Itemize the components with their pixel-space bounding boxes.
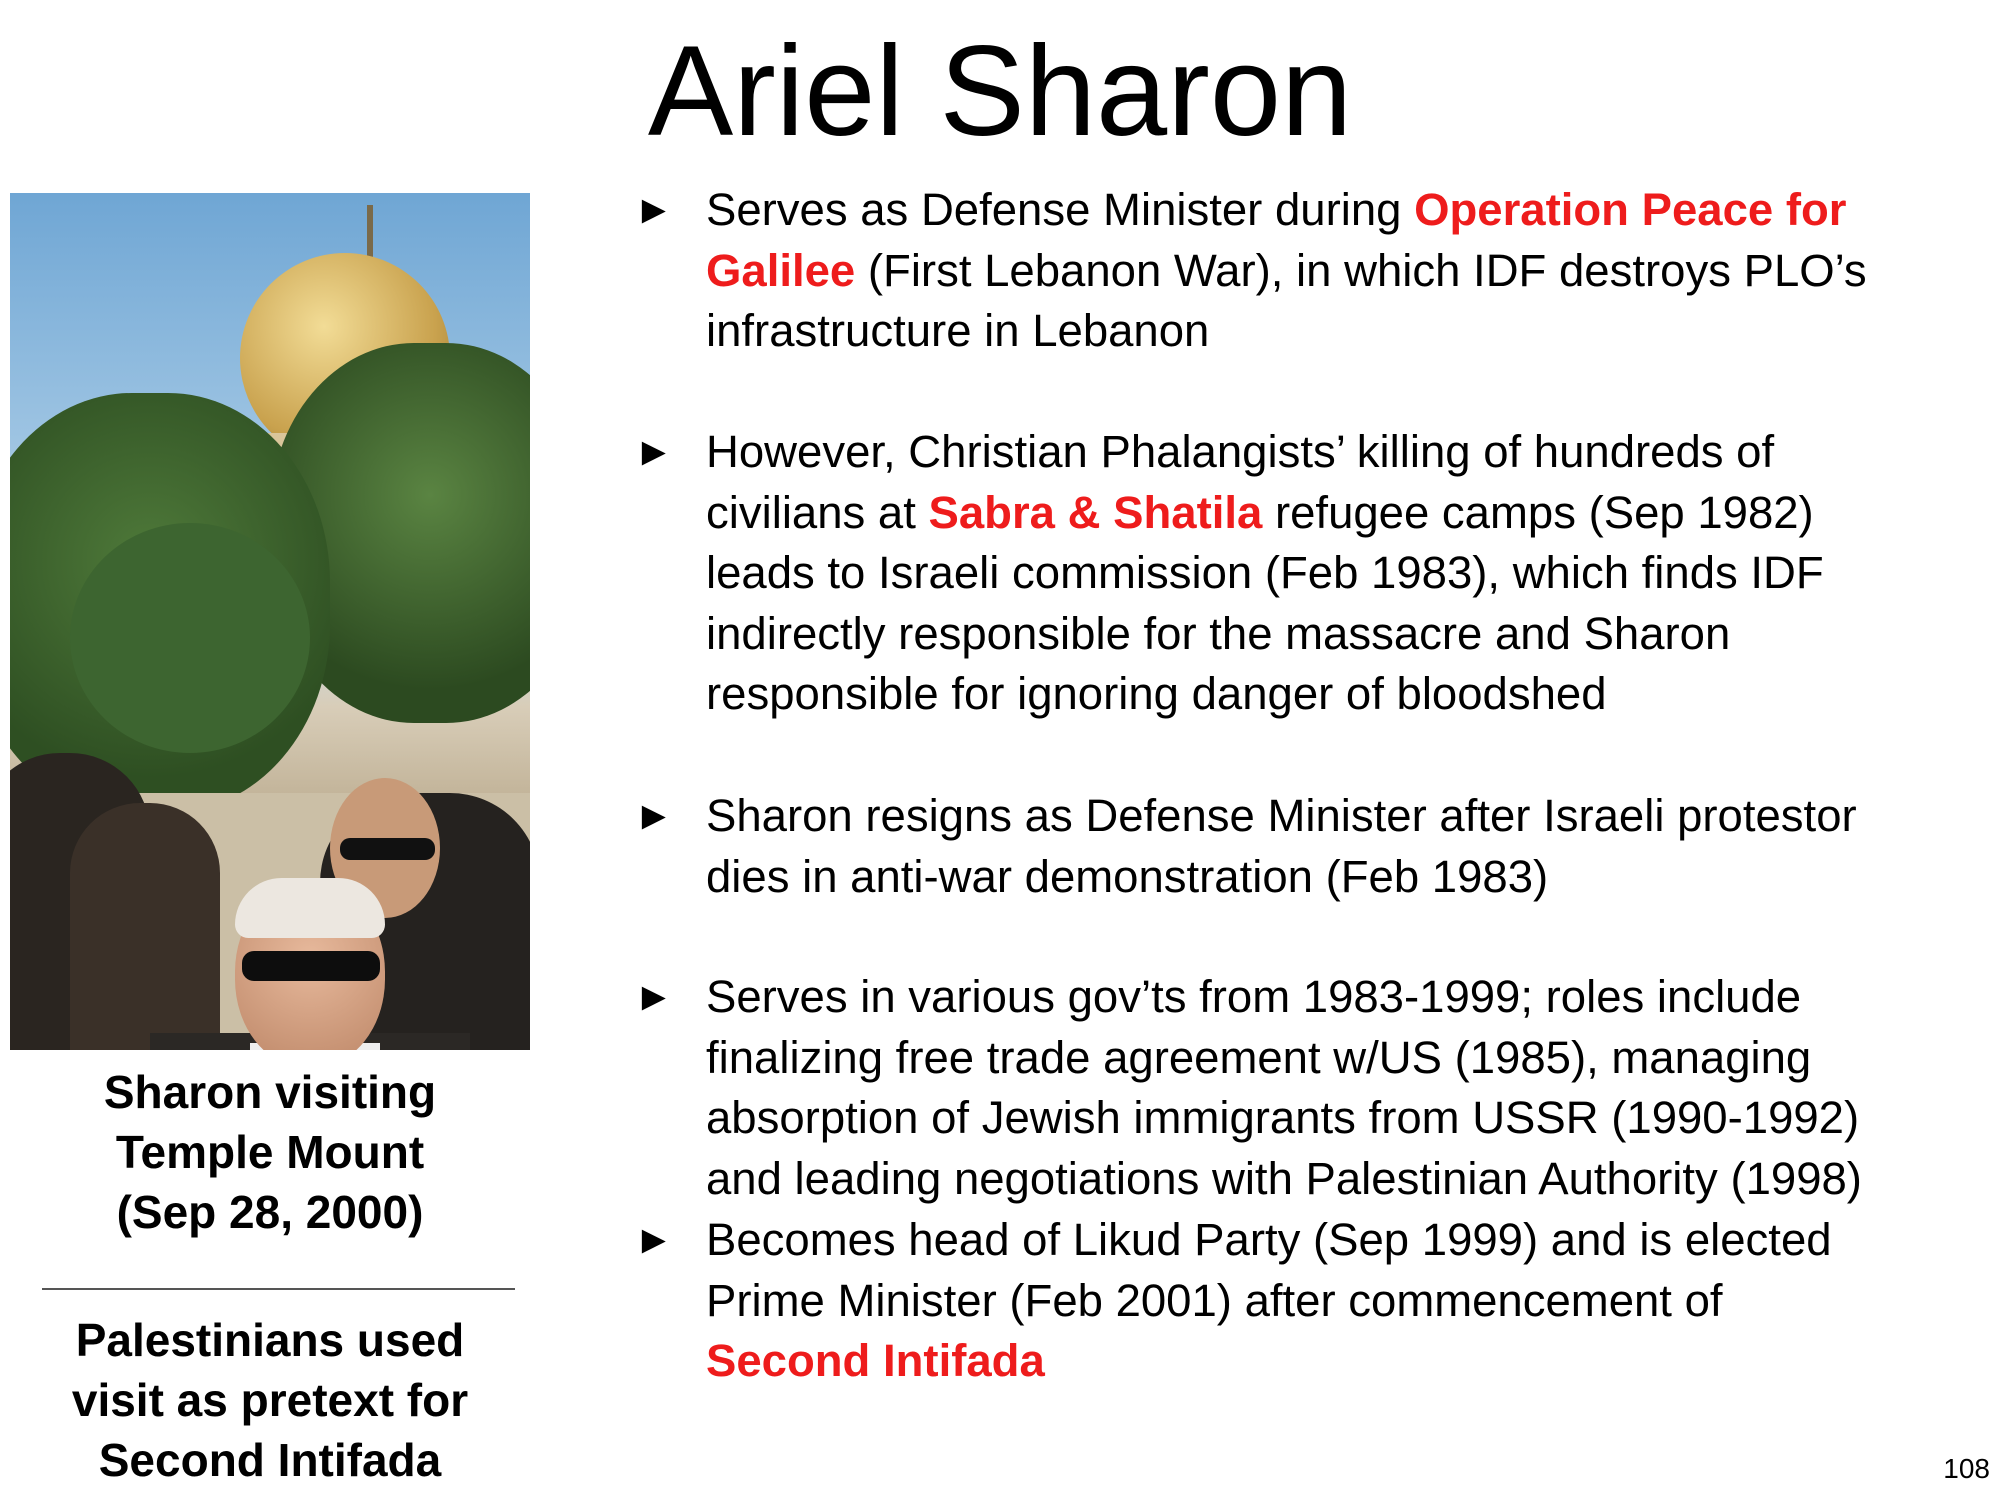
bullet-line	[706, 786, 1994, 847]
photo-note-line: Second Intifada	[98, 1434, 442, 1486]
bullet-text: absorption of Jewish immigrants from USSR (1990-1992)	[706, 1092, 1860, 1143]
bullet-text: responsible for ignoring danger of bloodshed	[706, 668, 1607, 719]
bullet-item	[634, 422, 1994, 725]
bullet-line	[706, 604, 1994, 665]
bullet-line	[706, 1271, 1994, 1332]
bullet-text: Sharon resigns as Defense Minister after Israeli protestor	[706, 790, 1857, 841]
highlighted-term: Second Intifada	[706, 1335, 1045, 1386]
bullet-arrow-icon: ►	[634, 975, 674, 1019]
bullet-line	[706, 1210, 1994, 1271]
tree	[70, 523, 310, 753]
bullet-text: and leading negotiations with Palestinian Authority (1998)	[706, 1152, 1862, 1204]
bullet-text: Serves in various gov’ts from 1983-1999; roles include	[706, 971, 1802, 1022]
bullet-text: (First Lebanon War), in which IDF destroys PLO’s	[855, 244, 1867, 296]
photo-note-line: Palestinians used	[75, 1314, 465, 1366]
photo-caption-line: (Sep 28, 2000)	[116, 1186, 424, 1238]
bullet-text: Serves as Defense Minister during	[706, 184, 1415, 235]
bullet-line	[706, 664, 1994, 725]
bullet-text: finalizing free trade agreement w/US (1985), managing	[706, 1031, 1812, 1083]
bullet-line	[706, 1088, 1994, 1149]
bullet-item	[634, 1210, 1994, 1392]
bullet-text: dies in anti-war demonstration (Feb 1983)	[706, 850, 1549, 902]
bullet-arrow-icon: ►	[634, 430, 674, 474]
bullet-item	[634, 180, 1994, 362]
photo-caption-line: Temple Mount	[115, 1126, 425, 1178]
bullet-arrow-icon: ►	[634, 1218, 674, 1262]
bullet-item	[634, 786, 1994, 907]
bullet-text: refugee camps (Sep 1982)	[1262, 486, 1814, 538]
page-number: 108	[1943, 1453, 1990, 1484]
bullet-line	[706, 180, 1994, 241]
bullet-line	[706, 967, 1994, 1028]
bullet-line	[706, 543, 1994, 604]
bullet-line	[706, 1331, 1994, 1392]
bullet-line	[706, 1028, 1994, 1089]
photo-caption-line: Sharon visiting	[103, 1066, 437, 1118]
bullet-line	[706, 241, 1994, 302]
bullet-text: leads to Israeli commission (Feb 1983), which finds IDF	[706, 547, 1824, 598]
sharon-hair	[235, 878, 385, 938]
bullet-text: Prime Minister (Feb 2001) after commencement of	[706, 1274, 1723, 1326]
bullet-line	[706, 301, 1994, 362]
sharon-sunglasses	[242, 951, 380, 981]
caption-divider	[42, 1288, 515, 1290]
bullet-line	[706, 1149, 1994, 1210]
highlighted-term: Galilee	[706, 244, 856, 296]
bullet-text: infrastructure in Lebanon	[706, 305, 1210, 356]
bullet-arrow-icon: ►	[634, 188, 674, 232]
bodyguard-sunglasses	[340, 838, 435, 860]
highlighted-term: Sabra & Shatila	[928, 486, 1263, 538]
bullet-line	[706, 422, 1994, 483]
bullet-text: civilians at	[706, 486, 929, 538]
photo-note	[20, 1310, 520, 1490]
bullet-line	[706, 847, 1994, 908]
crowd-person	[70, 803, 220, 1050]
dome-finial	[367, 205, 373, 257]
bullet-item	[634, 967, 1994, 1209]
photo-caption	[30, 1062, 510, 1242]
bullet-text: Becomes head of Likud Party (Sep 1999) and is elected	[706, 1214, 1832, 1265]
bullet-line	[706, 483, 1994, 544]
bullet-text: indirectly responsible for the massacre and Sharon	[706, 607, 1731, 659]
highlighted-term: Operation Peace for	[1414, 184, 1847, 235]
photo-note-line: visit as pretext for	[71, 1374, 469, 1426]
bullet-text: However, Christian Phalangists’ killing of hundreds of	[706, 426, 1775, 477]
sharon-temple-mount-photo	[10, 193, 530, 1050]
slide-title: Ariel Sharon	[647, 20, 1353, 163]
bullet-arrow-icon: ►	[634, 794, 674, 838]
